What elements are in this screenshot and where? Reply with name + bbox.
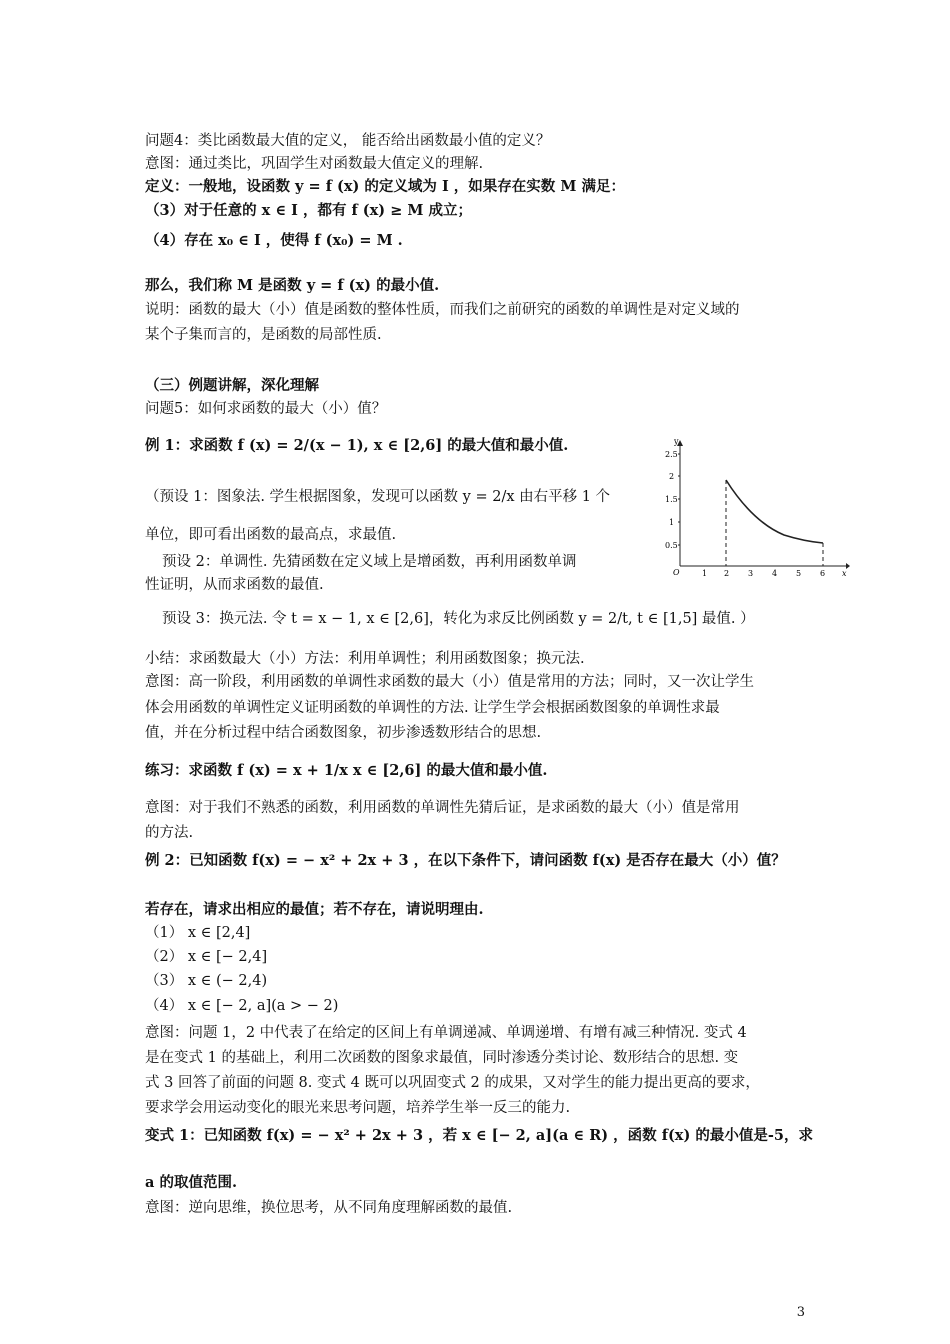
list-item: （1） x ∈ [2,4]	[145, 925, 251, 941]
text-line: 是在变式 1 的基础上，利用二次函数的图象求最值，同时渗透分类讨论、数形结合的思想. 变	[145, 1050, 739, 1066]
page-number: 3	[796, 1305, 805, 1320]
text-line: 单位，即可看出函数的最高点，求最值.	[145, 527, 397, 543]
text-line: （4）存在 x₀ ∈ I ，使得 f (x₀) = M .	[145, 232, 403, 249]
text-line: 那么，我们称 M 是函数 y = f (x) 的最小值.	[145, 277, 440, 294]
graph-label: 2	[724, 569, 730, 578]
text-line: 说明：函数的最大（小）值是函数的整体性质，而我们之前研究的函数的单调性是对定义域的	[145, 302, 740, 318]
graph-label: x	[842, 569, 847, 578]
graph-label: 1.5	[665, 495, 678, 504]
list-item: （2） x ∈ [− 2,4]	[145, 949, 268, 965]
definition-heading: 定义：一般地，设函数 y = f (x) 的定义域为 I ，如果存在实数 M 满足：	[145, 178, 625, 195]
example-heading: 例 2：已知函数 f(x) = − x² + 2x + 3 ，在以下条件下，请问函数 f(x) 是否存在最大（小）值？	[145, 852, 786, 869]
text-line: 性证明，从而求函数的最值.	[145, 577, 324, 593]
section-heading: （三）例题讲解，深化理解	[145, 377, 319, 394]
text-line: 预设 2：单调性. 先猜函数在定义域上是增函数，再利用函数单调	[162, 554, 577, 570]
text-line: 意图：高一阶段，利用函数的单调性求函数的最大（小）值是常用的方法；同时，又一次让学生	[145, 674, 754, 690]
text-line: 预设 3：换元法. 令 t = x − 1, x ∈ [2,6]，转化为求反比例函数 y = 2/t, t ∈ [1,5] 最值. ）	[162, 611, 755, 627]
variant-heading: 变式 1：已知函数 f(x) = − x² + 2x + 3 ，若 x ∈ [− 2, a](a ∈ R) ，函数 f(x) 的最小值是-5，求	[145, 1127, 813, 1144]
text-line: （预设 1：图象法. 学生根据图象，发现可以函数 y = 2/x 由右平移 1 个	[145, 489, 611, 505]
graph-label: y	[674, 438, 679, 446]
text-line: 值，并在分析过程中结合函数图象，初步渗透数形结合的思想.	[145, 725, 542, 741]
graph-label: 1	[702, 569, 708, 578]
text-line: 小结：求函数最大（小）方法：利用单调性；利用函数图象；换元法.	[145, 651, 585, 667]
curve	[726, 480, 823, 543]
graph-label: 5	[796, 569, 802, 578]
exercise-heading: 练习：求函数 f (x) = x + 1/x x ∈ [2,6] 的最大值和最小值.	[145, 762, 548, 779]
graph-label: 2	[669, 472, 675, 481]
text-line: 的方法.	[145, 825, 194, 841]
example-heading: 例 1：求函数 f (x) = 2/(x − 1), x ∈ [2,6] 的最大值和最小值.	[145, 437, 569, 454]
graph-label: 0.5	[665, 541, 678, 550]
text-line: 某个子集而言的，是函数的局部性质.	[145, 327, 382, 343]
list-item: （3） x ∈ (− 2,4)	[145, 973, 268, 989]
function-graph	[660, 438, 850, 578]
text-line: 意图：通过类比，巩固学生对函数最大值定义的理解.	[145, 156, 484, 172]
graph-label: 6	[820, 569, 826, 578]
text-line: 问题5：如何求函数的最大（小）值？	[145, 401, 387, 417]
graph-label: 1	[669, 518, 675, 527]
text-line: 意图：逆向思维，换位思考，从不同角度理解函数的最值.	[145, 1200, 513, 1216]
text-line: 问题4：类比函数最大值的定义， 能否给出函数最小值的定义？	[145, 133, 551, 149]
list-item: （4） x ∈ [− 2, a](a > − 2)	[145, 998, 339, 1014]
x-axis-arrow	[846, 563, 850, 569]
graph-label: 2.5	[665, 450, 678, 459]
text-line: 要求学会用运动变化的眼光来思考问题，培养学生举一反三的能力.	[145, 1100, 571, 1116]
graph-label: 4	[772, 569, 778, 578]
text-line: 若存在，请求出相应的最值；若不存在，请说明理由.	[145, 901, 484, 918]
graph-label: 3	[748, 569, 754, 578]
graph-label: O	[673, 568, 680, 577]
text-line: 式 3 回答了前面的问题 8. 变式 4 既可以巩固变式 2 的成果，又对学生的能力提出更高的要求，	[145, 1075, 760, 1091]
text-line: 意图：问题 1，2 中代表了在给定的区间上有单调递减、单调递增、有增有减三种情况. 变式 4	[145, 1025, 747, 1041]
text-line: a 的取值范围.	[145, 1174, 237, 1191]
text-line: （3）对于任意的 x ∈ I ，都有 f (x) ≥ M 成立；	[145, 202, 472, 219]
text-line: 体会用函数的单调性定义证明函数的单调性的方法. 让学生学会根据函数图象的单调性求最	[145, 700, 720, 716]
text-line: 意图：对于我们不熟悉的函数，利用函数的单调性先猜后证，是求函数的最大（小）值是常用	[145, 800, 740, 816]
